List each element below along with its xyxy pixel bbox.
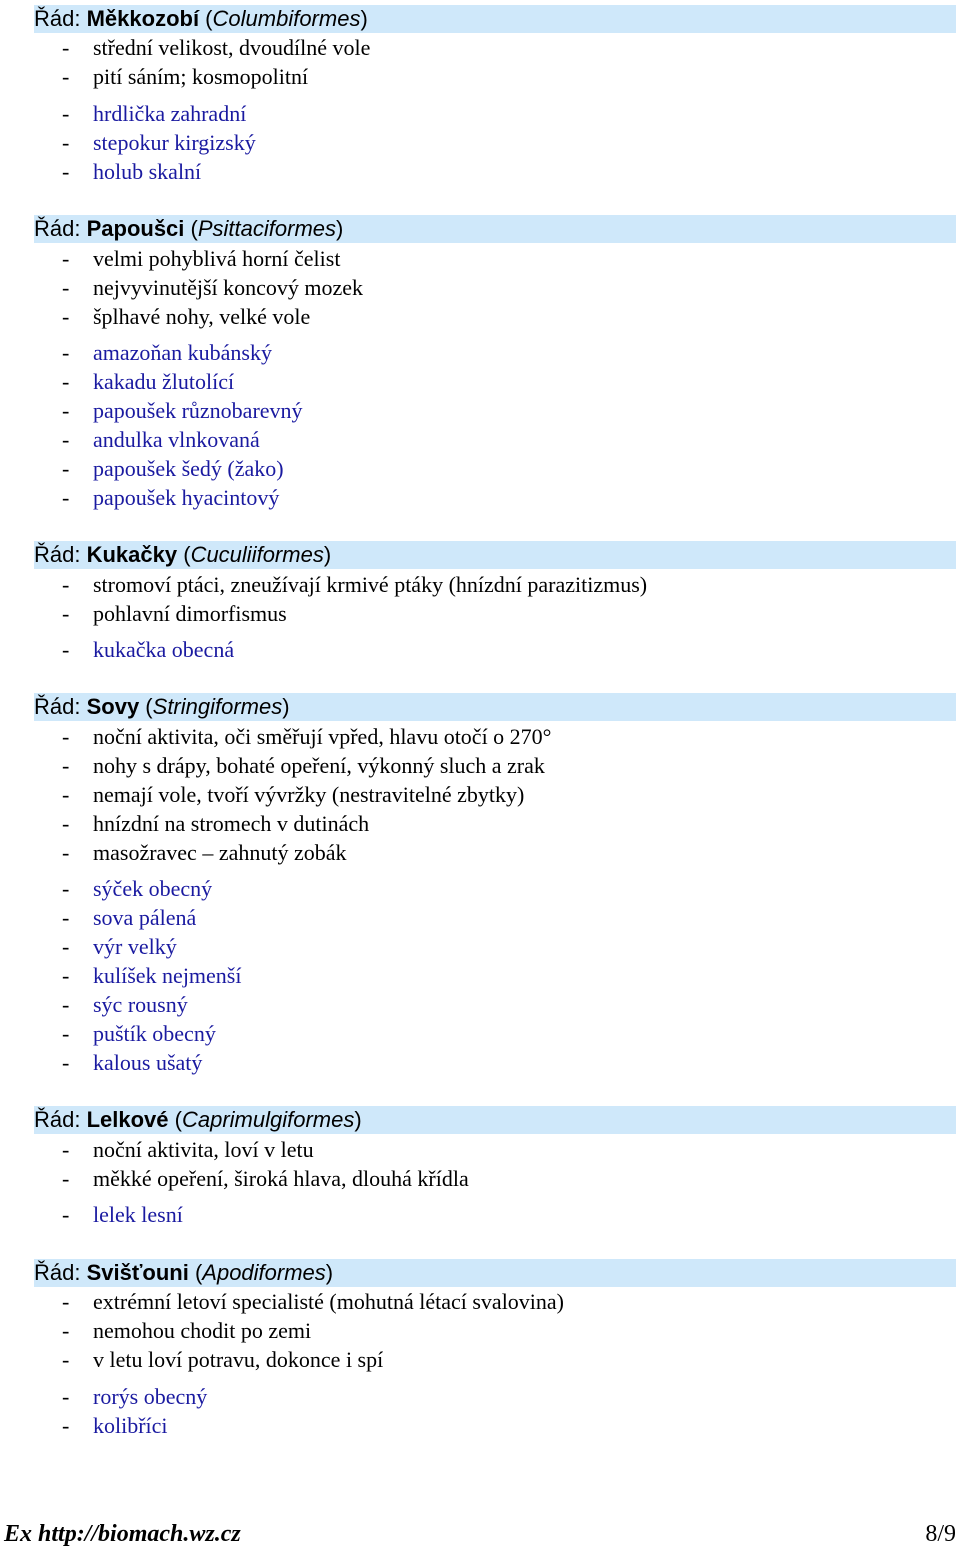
species-item (62, 158, 201, 186)
species-name: andulka vlnkovaná (93, 427, 260, 452)
species-name: kulíšek nejmenší (93, 963, 242, 988)
bullet-dash: - (62, 601, 70, 626)
paren-open: ( (168, 1107, 182, 1132)
order-latin-name: Cuculiiformes (190, 542, 324, 567)
species-item (62, 426, 260, 454)
characteristic-item (62, 781, 524, 809)
characteristic-text: extrémní letoví specialisté (mohutná létací svalovina) (93, 1289, 565, 1314)
characteristic-item (62, 303, 310, 331)
bullet-dash: - (62, 876, 70, 901)
species-item (62, 1049, 202, 1077)
characteristic-item (62, 1346, 383, 1374)
characteristic-item (62, 752, 545, 780)
species-item (62, 129, 256, 157)
bullet-dash: - (62, 1202, 70, 1227)
bullet-dash: - (62, 811, 70, 836)
bullet-dash: - (62, 35, 70, 60)
paren-close: ) (336, 216, 344, 241)
characteristic-text: noční aktivita, oči směřují vpřed, hlavu otočí o 270° (93, 724, 552, 749)
characteristic-item (62, 571, 647, 599)
bullet-dash: - (62, 159, 70, 184)
characteristic-text: pití sáním; kosmopolitní (93, 64, 309, 89)
bullet-dash: - (62, 1021, 70, 1046)
characteristic-item (62, 723, 551, 751)
bullet-dash: - (62, 637, 70, 662)
characteristic-text: šplhavé nohy, velké vole (93, 304, 311, 329)
bullet-dash: - (62, 130, 70, 155)
order-header-cuculiiformes (34, 541, 956, 569)
bullet-dash: - (62, 1347, 70, 1372)
species-item (62, 904, 196, 932)
species-name: kakadu žlutolící (93, 369, 235, 394)
characteristic-item (62, 1317, 311, 1345)
order-latin-name: Apodiformes (202, 1260, 326, 1285)
bullet-dash: - (62, 992, 70, 1017)
characteristic-item (62, 810, 369, 838)
species-name: papoušek šedý (žako) (93, 456, 284, 481)
species-item (62, 455, 284, 483)
bullet-dash: - (62, 246, 70, 271)
bullet-dash: - (62, 1137, 70, 1162)
characteristic-item (62, 245, 340, 273)
species-name: holub skalní (93, 159, 202, 184)
order-header-psittaciformes (34, 215, 956, 243)
bullet-dash: - (62, 456, 70, 481)
characteristic-item (62, 600, 287, 628)
characteristic-text: nejvyvinutější koncový mozek (93, 275, 364, 300)
species-name: lelek lesní (93, 1202, 183, 1227)
paren-open: ( (139, 694, 153, 719)
characteristic-item (62, 1165, 469, 1193)
characteristic-text: masožravec – zahnutý zobák (93, 840, 347, 865)
order-prefix: Řád: (34, 542, 87, 567)
species-item (62, 397, 303, 425)
page-number: 8/9 (925, 1521, 956, 1547)
species-name: rorýs obecný (93, 1384, 208, 1409)
bullet-dash: - (62, 64, 70, 89)
species-name: puštík obecný (93, 1021, 216, 1046)
bullet-dash: - (62, 1413, 70, 1438)
species-item (62, 991, 188, 1019)
characteristic-text: pohlavní dimorfismus (93, 601, 287, 626)
bullet-dash: - (62, 840, 70, 865)
paren-open: ( (188, 1260, 203, 1285)
bullet-dash: - (62, 304, 70, 329)
bullet-dash: - (62, 963, 70, 988)
bullet-dash: - (62, 398, 70, 423)
bullet-dash: - (62, 275, 70, 300)
species-item (62, 339, 272, 367)
order-name: Sovy (86, 694, 140, 719)
order-prefix: Řád: (34, 1260, 87, 1285)
characteristic-text: stromoví ptáci, zneužívají krmivé ptáky (hnízdní parazitizmus) (93, 572, 648, 597)
characteristic-item (62, 274, 363, 302)
characteristic-text: hnízdní na stromech v dutinách (93, 811, 370, 836)
characteristic-item (62, 63, 308, 91)
characteristic-text: střední velikost, dvoudílné vole (93, 35, 371, 60)
species-item (62, 1020, 216, 1048)
characteristic-text: v letu loví potravu, dokonce i spí (93, 1347, 384, 1372)
species-name: sýček obecný (93, 876, 213, 901)
characteristic-item (62, 1136, 314, 1164)
paren-close: ) (360, 6, 368, 31)
species-item (62, 100, 246, 128)
species-item (62, 875, 212, 903)
order-latin-name: Columbiformes (212, 6, 361, 31)
order-header-columbiformes (34, 5, 956, 33)
bullet-dash: - (62, 753, 70, 778)
species-item (62, 368, 234, 396)
species-name: kalous ušatý (93, 1050, 203, 1075)
order-name: Papoušci (86, 216, 185, 241)
order-name: Měkkozobí (86, 6, 200, 31)
paren-open: ( (184, 216, 198, 241)
bullet-dash: - (62, 1318, 70, 1343)
bullet-dash: - (62, 101, 70, 126)
species-item (62, 1412, 168, 1440)
bullet-dash: - (62, 1384, 70, 1409)
paren-close: ) (323, 542, 332, 567)
order-prefix: Řád: (34, 216, 87, 241)
bullet-dash: - (62, 1166, 70, 1191)
species-name: výr velký (93, 934, 177, 959)
species-name: sova pálená (93, 905, 197, 930)
order-prefix: Řád: (34, 1107, 87, 1132)
footer-source: Ex http://biomach.wz.cz (4, 1521, 241, 1547)
species-item (62, 636, 234, 664)
bullet-dash: - (62, 724, 70, 749)
characteristic-text: nemají vole, tvoří vývržky (nestravitelné zbytky) (93, 782, 525, 807)
species-item (62, 933, 177, 961)
bullet-dash: - (62, 572, 70, 597)
order-prefix: Řád: (34, 6, 87, 31)
species-item (62, 1201, 183, 1229)
characteristic-text: noční aktivita, loví v letu (93, 1137, 314, 1162)
paren-close: ) (354, 1107, 362, 1132)
species-name: amazoňan kubánský (93, 340, 272, 365)
bullet-dash: - (62, 1050, 70, 1075)
order-name: Lelkové (86, 1107, 169, 1132)
bullet-dash: - (62, 485, 70, 510)
paren-open: ( (199, 6, 213, 31)
species-name: papoušek různobarevný (93, 398, 303, 423)
species-item (62, 1383, 207, 1411)
bullet-dash: - (62, 340, 70, 365)
order-header-caprimulgiformes (34, 1106, 956, 1134)
order-latin-name: Stringiformes (152, 694, 283, 719)
bullet-dash: - (62, 369, 70, 394)
bullet-dash: - (62, 934, 70, 959)
bullet-dash: - (62, 782, 70, 807)
characteristic-text: nemohou chodit po zemi (93, 1318, 312, 1343)
order-header-apodiformes (34, 1259, 956, 1287)
species-name: hrdlička zahradní (93, 101, 247, 126)
bullet-dash: - (62, 1289, 70, 1314)
paren-close: ) (282, 694, 290, 719)
bullet-dash: - (62, 427, 70, 452)
paren-open: ( (177, 542, 191, 567)
order-latin-name: Psittaciformes (197, 216, 337, 241)
characteristic-text: velmi pohyblivá horní čelist (93, 246, 341, 271)
order-header-stringiformes (34, 693, 956, 721)
species-name: sýc rousný (93, 992, 188, 1017)
bullet-dash: - (62, 905, 70, 930)
species-item (62, 484, 279, 512)
characteristic-text: měkké opeření, široká hlava, dlouhá křídla (93, 1166, 469, 1191)
characteristic-item (62, 1288, 564, 1316)
order-name: Kukačky (86, 542, 178, 567)
species-name: papoušek hyacintový (93, 485, 280, 510)
species-name: kukačka obecná (93, 637, 235, 662)
characteristic-item (62, 34, 370, 62)
paren-close: ) (325, 1260, 334, 1285)
order-name: Svišťouni (86, 1260, 189, 1285)
species-item (62, 962, 241, 990)
order-prefix: Řád: (34, 694, 87, 719)
order-latin-name: Caprimulgiformes (181, 1107, 355, 1132)
characteristic-item (62, 839, 347, 867)
species-name: stepokur kirgizský (93, 130, 256, 155)
characteristic-text: nohy s drápy, bohaté opeření, výkonný sluch a zrak (93, 753, 545, 778)
species-name: kolibříci (93, 1413, 168, 1438)
